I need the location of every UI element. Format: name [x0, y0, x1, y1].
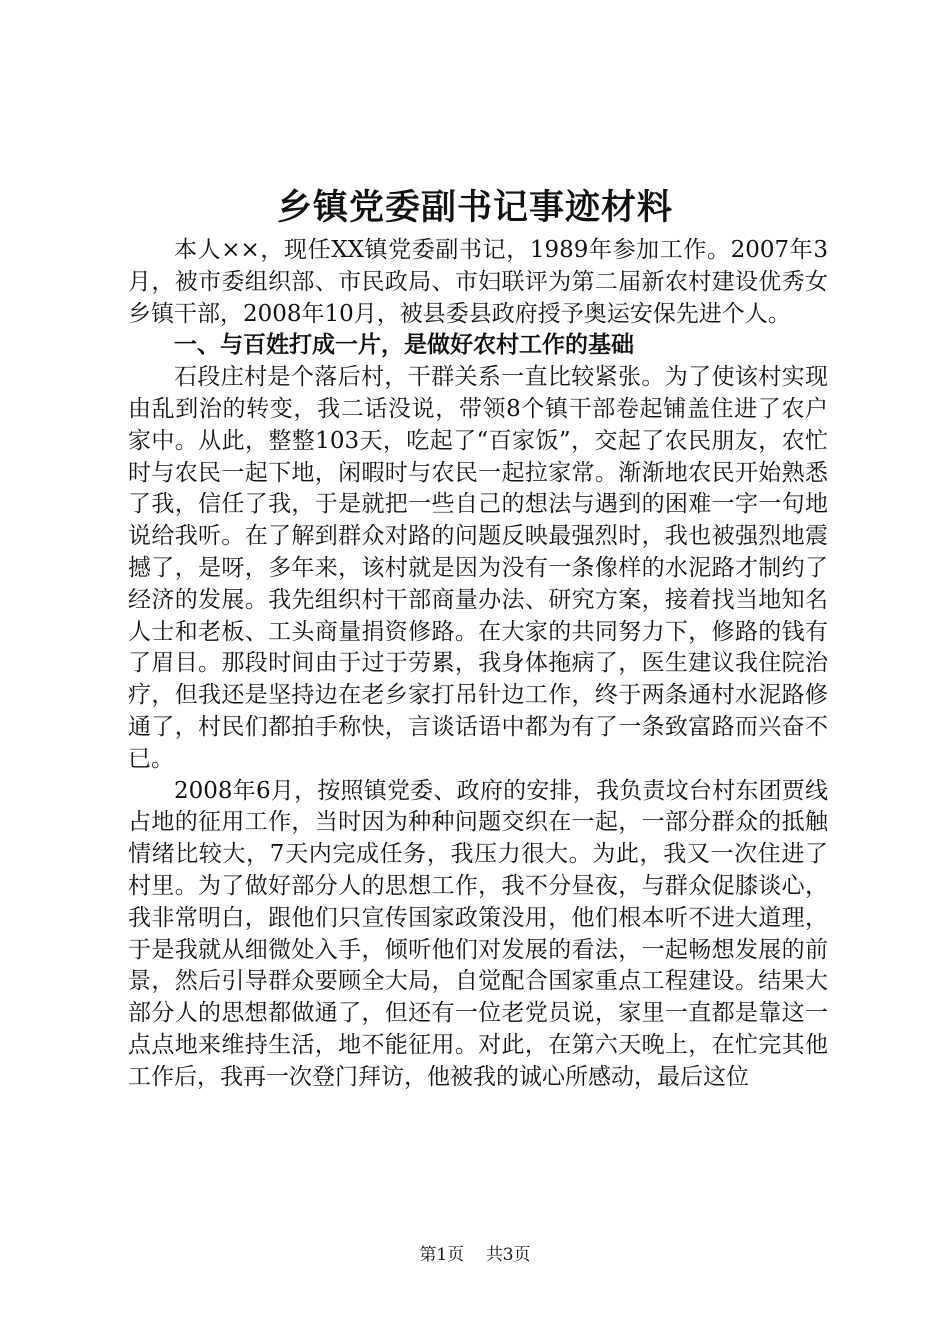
section-heading: 一、与百姓打成一片，是做好农村工作的基础	[174, 332, 634, 359]
body-paragraph: 石段庄村是个落后村，干群关系一直比较紧张。为了使该村实现由乱到治的转变，我二话没说，带领8个镇干部卷起铺盖住进了农户家中。从此，整整103天，吃起了“百家饭”，交起了农民朋友，农忙时与农民一起下地，闲暇时与农民一起拉家常。渐渐地农民开始熟悉了我，信任了我，于是就把一些自己的想法与遇到的困难一字一句地说给我听。在了解到群众对路的问题反映最强烈时，我也被强烈地震撼了，是呀，多年来，该村就是因为没有一条像样的水泥路才制约了经济的发展。我先组织村干部商量办法、研究方案，接着找当地知名人士和老板、工头商量捐资修路。在大家的共同努力下，修路的钱有了眉目。那段时间由于过于劳累，我身体拖病了，医生建议我住院治疗，但我还是坚持边在老乡家打吊针边工作，终于两条通村水泥路修通了，村民们都拍手称快，言谈话语中都为有了一条致富路而兴奋不已。	[128, 364, 828, 772]
page-number: 第1页	[419, 1245, 465, 1265]
document-title: 乡镇党委副书记事迹材料	[276, 188, 673, 228]
page-footer	[0, 1243, 950, 1267]
body-paragraph: 2008年6月，按照镇党委、政府的安排，我负责坟台村东团贾线占地的征用工作，当时因为种种问题交织在一起，一部分群众的抵触情绪比较大，7天内完成任务，我压力很大。为此，我又一次住进了村里。为了做好部分人的思想工作，我不分昼夜，与群众促膝谈心，我非常明白，跟他们只宣传国家政策没用，他们根本听不进大道理，于是我就从细微处入手，倾听他们对发展的看法，一起畅想发展的前景，然后引导群众要顾全大局，自觉配合国家重点工程建设。结果大部分人的思想都做通了，但还有一位老党员说，家里一直都是靠这一点点地来维持生活，地不能征用。对此，在第六天晚上，在忙完其他工作后，我再一次登门拜访，他被我的诚心所感动，最后这位	[128, 777, 828, 1090]
document-body	[128, 235, 828, 1094]
total-pages: 共3页	[485, 1245, 531, 1265]
intro-paragraph: 本人××，现任XX镇党委副书记，1989年参加工作。2007年3月，被市委组织部、市民政局、市妇联评为第二届新农村建设优秀女乡镇干部，2008年10月，被县委县政府授予奥运安保先进个人。	[128, 237, 828, 327]
